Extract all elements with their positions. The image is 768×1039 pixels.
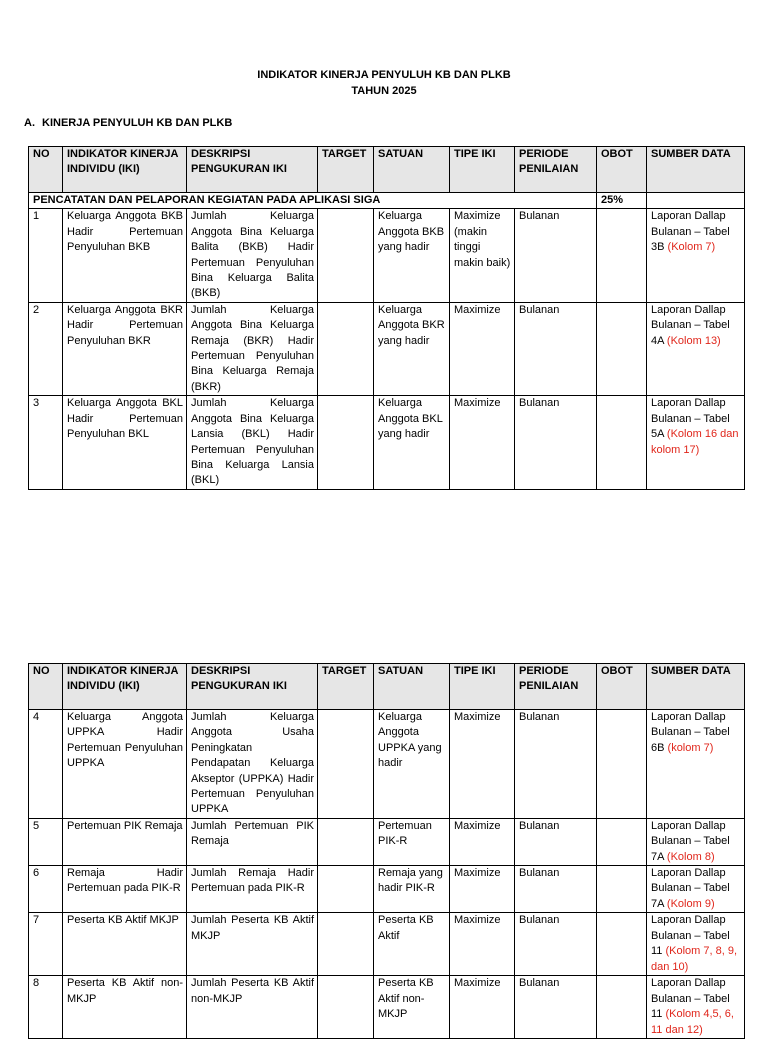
cell-no: 3 — [29, 396, 63, 489]
cell-iki: Pertemuan PIK Remaja — [63, 818, 187, 865]
group-title: PENCATATAN DAN PELAPORAN KEGIATAN PADA APLIKASI SIGA — [29, 193, 597, 209]
cell-periode: Bulanan — [515, 396, 597, 489]
cell-no: 5 — [29, 818, 63, 865]
cell-tipe: Maximize — [450, 866, 515, 913]
cell-periode: Bulanan — [515, 302, 597, 395]
section-heading — [24, 116, 232, 131]
table-row — [29, 209, 745, 302]
cell-iki: Remaja Hadir Pertemuan pada PIK-R — [63, 866, 187, 913]
cell-target — [318, 866, 374, 913]
cell-sumber — [647, 396, 745, 489]
header-periode: PERIODE PENILAIAN — [515, 147, 597, 193]
header-tipe: TIPE IKI — [450, 147, 515, 193]
sumber-kolom: (Kolom 8) — [666, 850, 715, 863]
iki-table-1 — [28, 146, 745, 490]
cell-sumber — [647, 913, 745, 976]
cell-no: 6 — [29, 866, 63, 913]
section-title: KINERJA PENYULUH KB DAN PLKB — [42, 117, 233, 129]
sumber-kolom: (Kolom 9) — [666, 897, 715, 910]
sumber-text: Laporan Dallap Bulanan – Tabel 11 — [651, 977, 730, 1021]
group-bobot: 25% — [597, 193, 647, 209]
document-year: TAHUN 2025 — [351, 85, 417, 97]
cell-periode: Bulanan — [515, 913, 597, 976]
header-satuan: SATUAN — [374, 147, 450, 193]
cell-target — [318, 913, 374, 976]
cell-deskripsi: Jumlah Keluarga Anggota Bina Keluarga Remaja (BKR) Hadir Pertemuan Penyuluhan Bina Keluarga Remaja (BKR) — [187, 302, 318, 395]
header-deskripsi: DESKRIPSI PENGUKURAN IKI — [187, 664, 318, 710]
cell-bobot — [597, 302, 647, 395]
header-periode: PERIODE PENILAIAN — [515, 664, 597, 710]
table-header-row — [29, 664, 745, 710]
cell-bobot — [597, 976, 647, 1039]
cell-tipe: Maximize — [450, 976, 515, 1039]
cell-target — [318, 302, 374, 395]
cell-bobot — [597, 913, 647, 976]
cell-satuan: Keluarga Anggota BKB yang hadir — [374, 209, 450, 302]
cell-iki: Keluarga Anggota BKL Hadir Pertemuan Penyuluhan BKL — [63, 396, 187, 489]
table-row — [29, 976, 745, 1039]
header-sumber: SUMBER DATA — [647, 664, 745, 710]
table-row — [29, 913, 745, 976]
sumber-text: Laporan Dallap Bulanan – Tabel 4A — [651, 303, 730, 347]
cell-sumber — [647, 976, 745, 1039]
group-row — [29, 193, 745, 209]
cell-periode: Bulanan — [515, 976, 597, 1039]
cell-tipe: Maximize — [450, 913, 515, 976]
cell-periode: Bulanan — [515, 818, 597, 865]
header-no: NO — [29, 147, 63, 193]
header-deskripsi: DESKRIPSI PENGUKURAN IKI — [187, 147, 318, 193]
cell-target — [318, 818, 374, 865]
group-sumber — [647, 193, 745, 209]
header-tipe: TIPE IKI — [450, 664, 515, 710]
header-bobot: OBOT — [597, 147, 647, 193]
sumber-text: Laporan Dallap Bulanan – Tabel 3B — [651, 210, 730, 254]
cell-satuan: Peserta KB Aktif non-MKJP — [374, 976, 450, 1039]
sumber-kolom: (Kolom 4,5, 6, 11 dan 12) — [651, 1008, 734, 1036]
table-row — [29, 710, 745, 819]
cell-tipe: Maximize — [450, 302, 515, 395]
sumber-text: Laporan Dallap Bulanan – Tabel 7A — [651, 819, 730, 863]
cell-bobot — [597, 710, 647, 819]
cell-sumber — [647, 818, 745, 865]
cell-deskripsi: Jumlah Peserta KB Aktif MKJP — [187, 913, 318, 976]
cell-periode: Bulanan — [515, 866, 597, 913]
cell-deskripsi: Jumlah Remaja Hadir Pertemuan pada PIK-R — [187, 866, 318, 913]
cell-no: 8 — [29, 976, 63, 1039]
cell-satuan: Keluarga Anggota BKL yang hadir — [374, 396, 450, 489]
table-row — [29, 302, 745, 395]
cell-deskripsi: Jumlah Keluarga Anggota Bina Keluarga Lansia (BKL) Hadir Pertemuan Penyuluhan Bina Keluarga Lansia (BKL) — [187, 396, 318, 489]
cell-iki: Keluarga Anggota BKR Hadir Pertemuan Penyuluhan BKR — [63, 302, 187, 395]
document-title: INDIKATOR KINERJA PENYULUH KB DAN PLKB — [257, 69, 511, 81]
cell-deskripsi: Jumlah Pertemuan PIK Remaja — [187, 818, 318, 865]
header-iki: INDIKATOR KINERJA INDIVIDU (IKI) — [63, 664, 187, 710]
sumber-text: Laporan Dallap Bulanan – Tabel 7A — [651, 867, 730, 910]
cell-sumber — [647, 209, 745, 302]
cell-no: 4 — [29, 710, 63, 819]
cell-iki: Peserta KB Aktif MKJP — [63, 913, 187, 976]
sumber-kolom: (Kolom 7, 8, 9, dan 10) — [651, 945, 738, 973]
cell-no: 1 — [29, 209, 63, 302]
sumber-kolom: (kolom 7) — [667, 741, 714, 754]
cell-target — [318, 396, 374, 489]
table-row — [29, 396, 745, 489]
cell-sumber — [647, 302, 745, 395]
cell-tipe: Maximize — [450, 396, 515, 489]
table-row — [29, 818, 745, 865]
sumber-text: Laporan Dallap Bulanan – Tabel 6B — [651, 711, 730, 754]
cell-no: 2 — [29, 302, 63, 395]
cell-satuan: Keluarga Anggota BKR yang hadir — [374, 302, 450, 395]
cell-tipe: Maximize — [450, 818, 515, 865]
sumber-text: Laporan Dallap Bulanan – Tabel 11 — [651, 914, 730, 958]
cell-satuan: Keluarga Anggota UPPKA yang hadir — [374, 710, 450, 819]
cell-periode: Bulanan — [515, 209, 597, 302]
cell-satuan: Pertemuan PIK-R — [374, 818, 450, 865]
header-bobot: OBOT — [597, 664, 647, 710]
cell-tipe: Maximize (makin tinggi makin baik) — [450, 209, 515, 302]
cell-target — [318, 976, 374, 1039]
header-target: TARGET — [318, 664, 374, 710]
header-iki: INDIKATOR KINERJA INDIVIDU (IKI) — [63, 147, 187, 193]
cell-satuan: Remaja yang hadir PIK-R — [374, 866, 450, 913]
header-target: TARGET — [318, 147, 374, 193]
cell-target — [318, 710, 374, 819]
cell-periode: Bulanan — [515, 710, 597, 819]
cell-iki: Keluarga Anggota UPPKA Hadir Pertemuan Penyuluhan UPPKA — [63, 710, 187, 819]
cell-bobot — [597, 866, 647, 913]
cell-sumber — [647, 866, 745, 913]
cell-deskripsi: Jumlah Keluarga Anggota Bina Keluarga Balita (BKB) Hadir Pertemuan Penyuluhan Bina Keluarga Balita (BKB) — [187, 209, 318, 302]
sumber-kolom: (Kolom 16 dan kolom 17) — [651, 428, 739, 456]
cell-iki: Keluarga Anggota BKB Hadir Pertemuan Penyuluhan BKB — [63, 209, 187, 302]
cell-bobot — [597, 818, 647, 865]
table-row — [29, 866, 745, 913]
section-number: A. — [24, 117, 35, 129]
iki-table-2 — [28, 663, 745, 1039]
cell-satuan: Peserta KB Aktif — [374, 913, 450, 976]
cell-no: 7 — [29, 913, 63, 976]
cell-tipe: Maximize — [450, 710, 515, 819]
cell-deskripsi: Jumlah Peserta KB Aktif non-MKJP — [187, 976, 318, 1039]
table-header-row — [29, 147, 745, 193]
cell-bobot — [597, 209, 647, 302]
sumber-kolom: (Kolom 7) — [667, 241, 716, 254]
sumber-text: Laporan Dallap Bulanan – Tabel 5A — [651, 397, 730, 441]
cell-deskripsi: Jumlah Keluarga Anggota Usaha Peningkatan Pendapatan Keluarga Akseptor (UPPKA) Hadir Pertemuan Penyuluhan UPPKA — [187, 710, 318, 819]
header-sumber: SUMBER DATA — [647, 147, 745, 193]
cell-sumber — [647, 710, 745, 819]
cell-target — [318, 209, 374, 302]
cell-iki: Peserta KB Aktif non-MKJP — [63, 976, 187, 1039]
header-no: NO — [29, 664, 63, 710]
sumber-kolom: (Kolom 13) — [666, 334, 721, 347]
cell-bobot — [597, 396, 647, 489]
header-satuan: SATUAN — [374, 664, 450, 710]
